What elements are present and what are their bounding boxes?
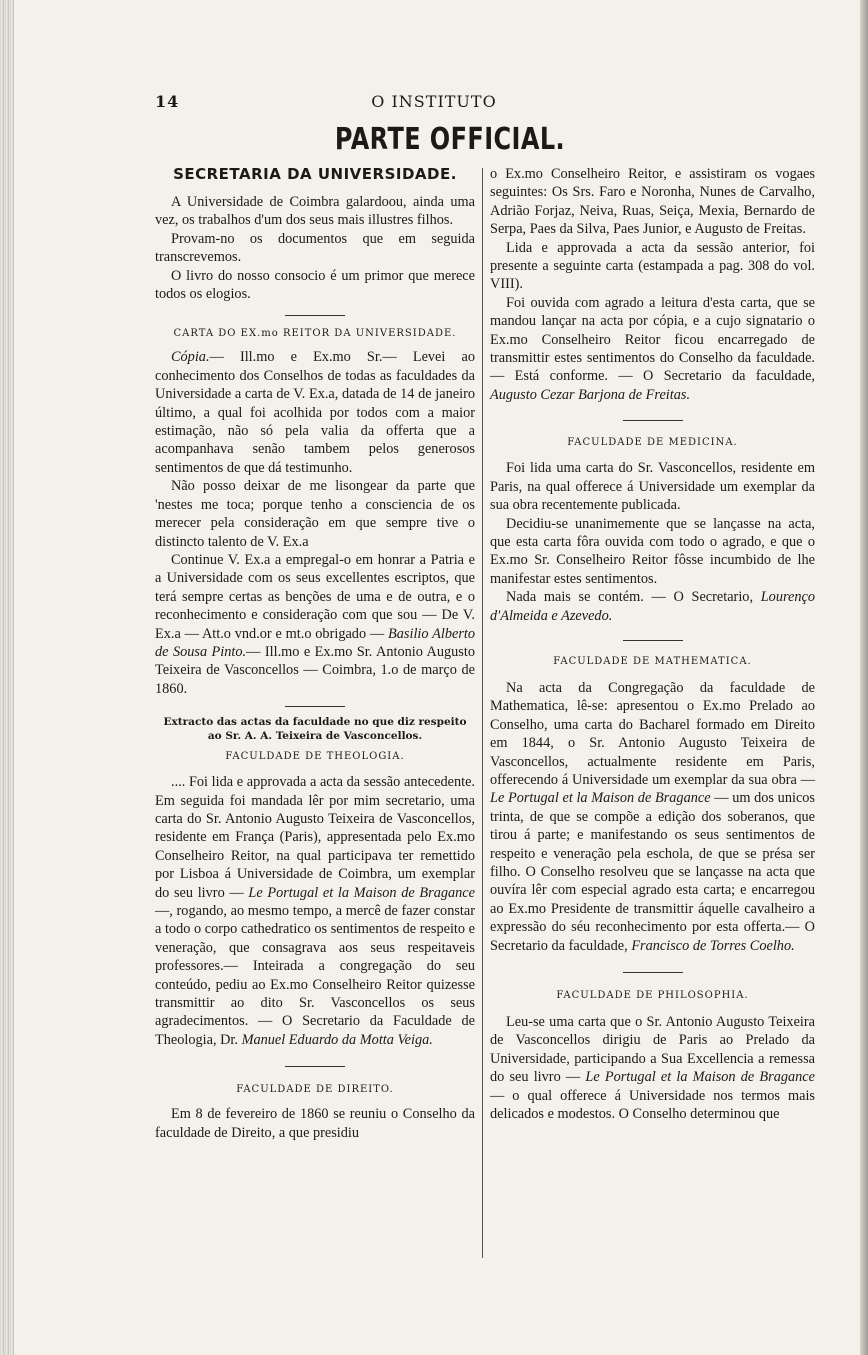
direito-continuation: o Ex.mo Conselheiro Reitor, e assistiram os vogaes seguintes: Os Srs. Faro e Noronha, Nunes de Carvalho, Adrião Forjaz, Neiva, Ruas, Seiça, Mexia, Bernardo de Serpa, Paes da Silva, Paes Junior, e Augusto de Freitas.	[490, 166, 815, 238]
mathematica-text: Na acta da Congregação da faculdade de Mathematica, lê-se: apresentou o Ex.mo Prelado ao Conselho, uma carta do Bacharel formado em Direito em 1844, o Sr. Antonio Augusto Teixeira de Vasconcellos, actualmente residente em Paris, offerecendo á Universidade um exemplar da sua obra —	[490, 679, 815, 788]
intro-paragraph: O livro do nosso consocio é um primor que merece todos os elogios.	[155, 267, 475, 303]
left-column	[155, 165, 475, 1142]
copia-label: Cópia.	[171, 349, 210, 366]
section-divider	[623, 640, 683, 641]
intro-paragraph: A Universidade de Coimbra galardoou, ainda uma vez, os trabalhos d'um dos seus mais illustres filhos.	[155, 194, 475, 229]
letter-text: Continue V. Ex.a a empregal-o em honrar a Patria e a Universidade com os seus excellentes escriptos, que terá sempre certas as benções de uma e de outra, e o reconhecimento e consideração com que sou — De V. Ex.a — Att.o vnd.or e mt.o obrigado —	[155, 551, 475, 642]
section-divider	[285, 1066, 345, 1067]
theologia-paragraph	[155, 773, 475, 1049]
signer-name: Francisco de Torres Coelho.	[631, 937, 795, 954]
signer-name: Manuel Eduardo da Motta Veiga.	[241, 1031, 433, 1048]
medicina-paragraph: Foi lida uma carta do Sr. Vasconcellos, residente em Paris, na qual offerece á Universidade um exemplar da sua obra recentemente publicada.	[490, 460, 815, 514]
letter-paragraph	[155, 551, 475, 698]
section-divider	[623, 420, 683, 421]
section-divider	[623, 972, 683, 973]
direito-heading: FACULDADE DE DIREITO.	[236, 1084, 394, 1096]
direito-text: Foi ouvida com agrado a leitura d'esta carta, que se mandou lançar na acta por cópia, e a cujo signatario o Ex.mo Conselheiro Reitor ficou encarregado de transmittir estes sentimentos do Conselho da faculdade.— Está conforme. — O Secretario da faculdade,	[490, 294, 815, 385]
section-divider	[285, 706, 345, 707]
right-column	[490, 165, 815, 1123]
signer-name: Lourenço d'Almeida e Azevedo.	[490, 589, 816, 624]
medicina-heading: FACULDADE DE MEDICINA.	[567, 437, 738, 449]
theologia-text: .... Foi lida e approvada a acta da sessão antecedente. Em seguida foi mandada lêr por mim secretario, uma carta do Sr. Antonio Augusto Teixeira de Vasconcellos, residente em França (Paris), appresentada pelo Ex.mo Conselheiro Reitor, na qual participava ter remettido por Lisboa á Universidade de Coimbra, um exemplar do seu livro —	[155, 774, 475, 901]
theologia-heading: FACULDADE DE THEOLOGIA.	[225, 751, 405, 763]
philosophia-paragraph	[490, 1013, 815, 1123]
medicina-text: Nada mais se contém. — O Secretario,	[506, 589, 754, 606]
letter-text: — Ill.mo e Ex.mo Sr. Antonio Augusto Teixeira de Vasconcellos — Coimbra, 1.o de março de 1860.	[155, 643, 475, 697]
mathematica-heading: FACULDADE DE MATHEMATICA.	[553, 655, 752, 667]
letter-paragraph: Não posso deixar de me lisongear da parte que 'nestes me toca; porque tenho a consciencia de os merecer pela consideração em que sempre tive o distincto talento de V. Ex.a	[155, 478, 475, 550]
letter-heading: CARTA DO EX.mo REITOR DA UNIVERSIDADE.	[173, 328, 457, 340]
signer-name: Augusto Cezar Barjona de Freitas.	[490, 386, 691, 403]
page-binding-shadow	[860, 0, 868, 1355]
philosophia-heading: FACULDADE DE PHILOSOPHIA.	[556, 990, 749, 1002]
direito-paragraph: Em 8 de fevereiro de 1860 se reuniu o Conselho da faculdade de Direito, a que presidiu	[155, 1106, 475, 1141]
book-title: Le Portugal et la Maison de Bragance	[585, 1069, 816, 1086]
book-title: Le Portugal et la Maison de Bragance	[490, 790, 711, 807]
extract-heading: Extracto das actas da faculdade no que diz respeito ao Sr. A. A. Teixeira de Vasconcellos.	[163, 716, 467, 743]
mathematica-text: — um dos unicos trinta, de que se compõe a edição dos soberanos, que tirou á parte; e manifestando os seus sentimentos de respeito e veneração pela eschola, de que se présa ser filho. O Conselho resolveu que se lançasse na acta que ouvíra lêr com especial agrado esta carta; e encarregou ao Ex.mo Presidente de transmittir áquelle cavalheiro a expressão do séu reconhecimento por esta offerta.— O Secretario da faculdade,	[490, 790, 815, 954]
philosophia-text: Leu-se uma carta que o Sr. Antonio Augusto Teixeira de Vasconcellos dirigiu de Paris ao Prelado da Universidade, participando a Sua Excellencia a remessa do seu livro —	[490, 1014, 815, 1086]
section-title-secretaria: SECRETARIA DA UNIVERSIDADE.	[173, 165, 457, 183]
theologia-text: —, rogando, ao mesmo tempo, a mercê de fazer constar a todo o corpo cathedratico os sentimentos de respeito e veneração, que consagrava aos seus respeitaveis professores.— Inteirada a congregação do seu conteúdo, pediu ao Ex.mo Conselheiro Reitor quizesse transmittir ao dito Sr. Vasconcellos os seus agradecimentos. — O Secretario da Faculdade de Theologia, Dr.	[155, 903, 475, 1048]
mathematica-paragraph	[490, 679, 815, 955]
medicina-paragraph	[490, 588, 815, 625]
letter-paragraph	[155, 348, 475, 477]
page-number: 14	[155, 92, 180, 111]
section-divider	[285, 315, 345, 316]
page-stack-edge	[0, 0, 14, 1355]
letter-text: — Ill.mo e Ex.mo Sr.— Levei ao conhecimento dos Conselhos de todas as faculdades da Universidade a carta de V. Ex.a, datada de 14 de janeiro último, a qual foi acolhida por todos com a maior estimação, não só pela valia da offerta que a acompanhava senão tambem pelos generosos sentimentos de que dá testimunho.	[155, 349, 475, 476]
direito-paragraph: Lida e approvada a acta da sessão anterior, foi presente a seguinte carta (estampada a pag. 308 do vol. VIII).	[490, 239, 815, 293]
running-title: O INSTITUTO	[371, 92, 497, 111]
column-divider	[482, 168, 483, 1258]
signer-name: Basilio Alberto de Sousa Pinto.	[155, 625, 475, 660]
book-title: Le Portugal et la Maison de Bragance	[248, 884, 476, 901]
intro-paragraph: Provam-no os documentos que em seguida transcrevemos.	[155, 230, 475, 266]
main-title: PARTE OFFICIAL.	[334, 122, 566, 157]
direito-paragraph	[490, 294, 815, 404]
philosophia-text: — o qual offerece á Universidade nos termos mais delicados e modestos. O Conselho determinou que	[490, 1087, 815, 1123]
medicina-paragraph: Decidiu-se unanimemente que se lançasse na acta, que esta carta fôra ouvida com todo o agrado, e que o Ex.mo Sr. Conselheiro Reitor fôsse incumbido de lhe manifestar estes sentimentos.	[490, 515, 815, 587]
